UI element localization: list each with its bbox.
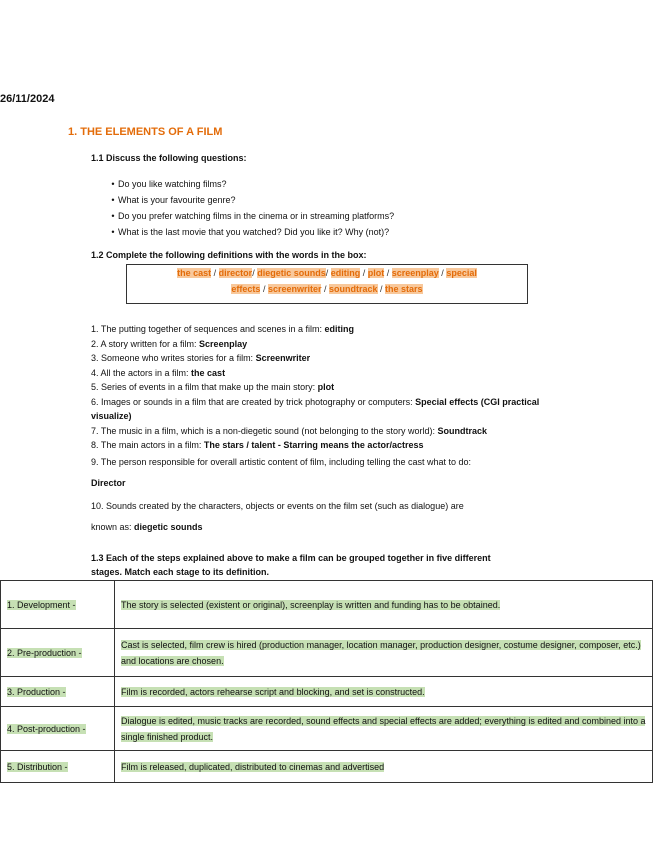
section-title: 1. THE ELEMENTS OF A FILM	[68, 126, 223, 138]
question-3: • Do you prefer watching films in the cinema or in streaming platforms?	[111, 211, 395, 221]
definition-1: 1. The putting together of sequences and scenes in a film: editing	[91, 324, 354, 334]
table-row	[1, 707, 653, 751]
stage-desc-cell	[115, 581, 653, 629]
definition-9-answer: Director	[91, 478, 126, 488]
word: the cast	[177, 268, 212, 278]
stage-desc: Cast is selected, film crew is hired (production manager, location manager, production designer, costume designer, composer, etc.) and locations are chosen.	[121, 639, 641, 666]
word: plot	[367, 268, 385, 278]
stage-name-cell	[1, 581, 115, 629]
stage-name: 1. Development -	[7, 599, 76, 610]
definition-8: 8. The main actors in a film: The stars / talent - Starring means the actor/actress	[91, 440, 424, 450]
stages-heading-line1: 1.3 Each of the steps explained above to make a film can be grouped together in five different	[91, 553, 491, 563]
stage-desc-cell	[115, 707, 653, 751]
stage-desc: The story is selected (existent or original), screenplay is written and funding has to be obtained.	[121, 599, 501, 610]
stage-desc: Film is recorded, actors rehearse script and blocking, and set is constructed.	[121, 686, 425, 697]
stages-heading-line2: stages. Match each stage to its definition.	[91, 567, 270, 577]
table-row	[1, 751, 653, 783]
stage-desc: Dialogue is edited, music tracks are recorded, sound effects and special effects are added; everything is edited and combined into a single finished product.	[121, 715, 646, 742]
stage-name-cell	[1, 751, 115, 783]
word-box: the cast / director/ diegetic sounds/ editing / plot / screenplay / special effects / screenwriter / soundtrack / the stars	[126, 264, 528, 304]
definition-9: 9. The person responsible for overall artistic content of film, including telling the cast what to do:	[91, 457, 472, 467]
discuss-heading-text: Discuss the following questions:	[106, 153, 247, 163]
stage-name: 3. Production -	[7, 686, 66, 697]
definition-2: 2. A story written for a film: Screenplay	[91, 339, 248, 349]
word: special	[446, 268, 477, 278]
stage-name-cell	[1, 677, 115, 707]
stage-name: 2. Pre-production -	[7, 647, 82, 658]
word: director	[218, 268, 253, 278]
question-1: • Do you like watching films?	[111, 179, 227, 189]
table-row	[1, 677, 653, 707]
stage-desc: Film is released, duplicated, distributed to cinemas and advertised	[121, 761, 385, 772]
stage-desc-cell	[115, 629, 653, 677]
stage-name-cell	[1, 629, 115, 677]
definition-10-cont: known as: diegetic sounds	[91, 522, 203, 532]
definition-6: 6. Images or sounds in a film that are created by trick photography or computers: Special effects (CGI practical	[91, 397, 540, 407]
complete-heading: 1.2 Complete the following definitions with the words in the box:	[91, 250, 367, 260]
word: effects	[231, 284, 261, 294]
word: soundtrack	[329, 284, 378, 294]
stage-name: 4. Post-production -	[7, 723, 86, 734]
stage-desc-cell	[115, 751, 653, 783]
discuss-heading-num: 1.1	[91, 153, 104, 163]
table-row	[1, 581, 653, 629]
word: editing	[330, 268, 361, 278]
definition-5: 5. Series of events in a film that make up the main story: plot	[91, 382, 335, 392]
definition-3: 3. Someone who writes stories for a film: Screenwriter	[91, 353, 311, 363]
stage-name-cell	[1, 707, 115, 751]
word: screenwriter	[267, 284, 322, 294]
definition-4: 4. All the actors in a film: the cast	[91, 368, 226, 378]
question-2: • What is your favourite genre?	[111, 195, 236, 205]
word: screenplay	[391, 268, 439, 278]
definition-7: 7. The music in a film, which is a non-diegetic sound (not belonging to the story world): Soundtrack	[91, 426, 488, 436]
stage-desc-cell	[115, 677, 653, 707]
table-row	[1, 629, 653, 677]
definition-10: 10. Sounds created by the characters, objects or events on the film set (such as dialogue) are	[91, 501, 464, 511]
date: 26/11/2024	[0, 93, 55, 105]
stage-name: 5. Distribution -	[7, 761, 68, 772]
stages-table	[0, 580, 653, 783]
discuss-heading	[91, 153, 247, 163]
word: the stars	[385, 284, 423, 294]
word: diegetic sounds	[257, 268, 326, 278]
question-4: • What is the last movie that you watched? Did you like it? Why (not)?	[111, 227, 390, 237]
definition-6-cont: visualize)	[91, 411, 132, 421]
